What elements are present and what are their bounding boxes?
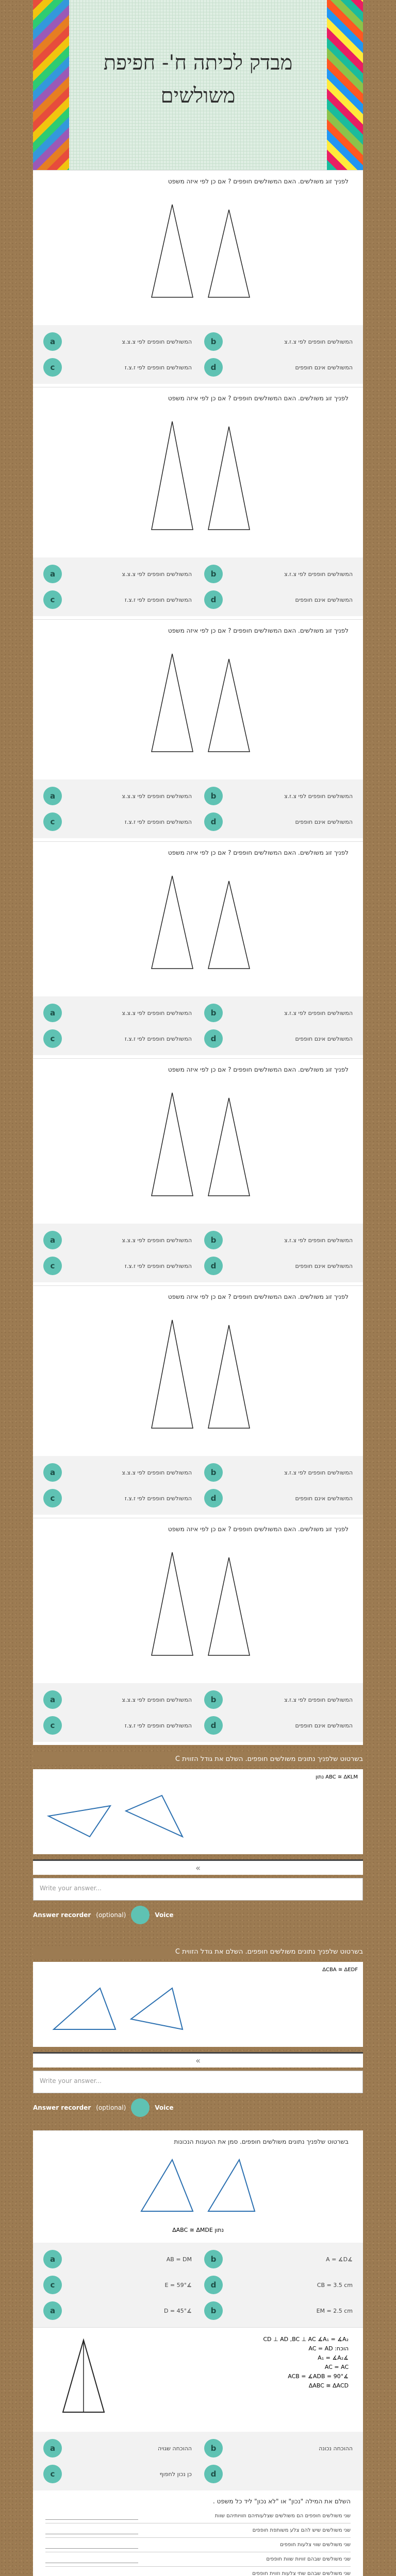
proof-line: ΔABC ≅ ΔACD (308, 2382, 349, 2389)
proof-line: AC = AC (324, 2364, 349, 2370)
answer-option[interactable] (43, 787, 192, 805)
answer-option[interactable] (43, 332, 192, 351)
answer-text: המשולשים אינם חופפים (295, 1035, 353, 1042)
answer-text: המשולשים חופפים לפי צ.ז.צ (284, 792, 353, 800)
input-divider: « (33, 1859, 363, 1875)
answers-grid (33, 1456, 363, 1515)
answer-text: ההוכחה נכונה (319, 2445, 353, 2452)
answer-badge[interactable]: c (43, 358, 62, 377)
final-list (33, 2490, 363, 2576)
answer-badge[interactable]: b (204, 2250, 223, 2268)
answer-text: המשולשים חופפים לפי צ.ז.צ (284, 1009, 353, 1016)
answers-grid (33, 996, 363, 1055)
answer-option[interactable] (204, 1463, 353, 1482)
answer-text: המשולשים אינם חופפים (295, 1262, 353, 1269)
answer-badge[interactable]: b (204, 2301, 223, 2320)
answer-option[interactable] (204, 332, 353, 351)
answer-option[interactable] (43, 358, 192, 377)
answer-text: המשולשים חופפים לפי צ.צ.צ (122, 338, 192, 345)
open-question-2 (33, 1938, 363, 2130)
question-10-text: בשרטוט שלפניך נתונים משולשים חופפים. סמן את הטענות הנכונות (174, 2138, 349, 2145)
question-text: לפניך זוג משולשים. האם המשולשים חופפים ? אם כן לפי איזה משפט (168, 1293, 349, 1300)
proof-line: ∡ACB = ∡ADB = 90° (288, 2373, 349, 2380)
open-question-1 (33, 1745, 363, 1938)
statement-row (45, 2538, 351, 2552)
answer-option[interactable] (204, 2276, 353, 2294)
answer-badge[interactable]: c (43, 1716, 62, 1735)
answer-option[interactable] (204, 1029, 353, 1048)
questions-container (33, 170, 363, 1745)
answer-option[interactable] (43, 2301, 192, 2320)
proof-line: ∡A₁ = ∡A₂ (318, 2354, 349, 2361)
answer-badge[interactable]: b (204, 565, 223, 583)
answer-text: ∡E = 59° (164, 2281, 192, 2289)
answer-text: המשולשים חופפים לפי צ.ז.צ (284, 338, 353, 345)
answer-text: המשולשים אינם חופפים (295, 1495, 353, 1502)
open-question-1-text: בשרטוט שלפניך נתונים משולשים חופפים. השלם את גודל הזווית C (33, 1753, 363, 1765)
answer-blank[interactable] (45, 2570, 138, 2576)
answer-option[interactable] (204, 565, 353, 583)
answer-badge[interactable]: c (43, 1257, 62, 1275)
given-text-2: ΔCBA ≅ ΔEDF (322, 1967, 358, 1973)
answer-badge[interactable]: c (43, 2276, 62, 2294)
answer-badge[interactable]: b (204, 1690, 223, 1709)
statement-text: שני משולשים שבהם זוויות שוות חופפים (266, 2556, 351, 2562)
answer-badge[interactable]: c (43, 2465, 62, 2483)
proof-figure (47, 2335, 120, 2422)
answer-input-1[interactable]: Write your answer... (33, 1878, 363, 1901)
question-text: לפניך זוג משולשים. האם המשולשים חופפים ? אם כן לפי איזה משפט (168, 1526, 349, 1533)
answer-badge[interactable]: c (43, 1029, 62, 1048)
answer-badge[interactable]: b (204, 332, 223, 351)
answer-option[interactable] (43, 565, 192, 583)
answer-badge[interactable]: a (43, 1463, 62, 1482)
answer-text: המשולשים חופפים לפי צ.צ.צ (122, 1469, 192, 1476)
microphone-icon-2[interactable] (131, 2098, 150, 2117)
question-10-answers (33, 2243, 363, 2327)
question-10 (33, 2130, 363, 2327)
proof-line: הוכח: AC = AD (308, 2345, 349, 2352)
answer-text: ∡A = ∡D (326, 2256, 353, 2263)
answer-option[interactable] (43, 1029, 192, 1048)
proof-answers (33, 2432, 363, 2490)
answer-badge[interactable]: c (43, 590, 62, 609)
answer-option[interactable] (204, 787, 353, 805)
answer-text: המשולשים חופפים לפי ז.צ.ז (124, 596, 192, 603)
answer-badge[interactable]: a (43, 1004, 62, 1022)
question-text: לפניך זוג משולשים. האם המשולשים חופפים ? אם כן לפי איזה משפט (168, 395, 349, 402)
final-rows (45, 2509, 351, 2576)
statement-row (45, 2567, 351, 2576)
answer-text: המשולשים חופפים לפי צ.ז.צ (284, 1696, 353, 1703)
answer-option[interactable] (204, 1716, 353, 1735)
triangles-figure (121, 860, 275, 984)
answer-text: ההוכחה שגויה (157, 2445, 192, 2452)
answer-option[interactable] (204, 358, 353, 377)
recorder-label: Answer recorder (33, 1911, 91, 1919)
answer-option[interactable] (43, 1004, 192, 1022)
answer-badge[interactable]: c (43, 1489, 62, 1507)
final-text: השלם את המילה "נכון" או "לא נכון" ליד כל משפט . (212, 2498, 351, 2505)
given-text: ABC ≅ ΔKLM נתון (315, 1774, 358, 1780)
answer-text: המשולשים חופפים לפי ז.צ.ז (124, 1495, 192, 1502)
answer-badge[interactable]: a (43, 2301, 62, 2320)
question-10-given: ΔABC ≅ ΔMDE נתון (172, 2227, 224, 2233)
question-6 (33, 1285, 363, 1518)
triangles-figure (121, 1537, 275, 1671)
statement-row (45, 2523, 351, 2538)
answer-option[interactable] (43, 1716, 192, 1735)
answer-option[interactable] (43, 812, 192, 831)
answer-text: המשולשים חופפים לפי צ.ז.צ (284, 1469, 353, 1476)
answer-badge[interactable]: a (43, 1231, 62, 1249)
answer-option[interactable] (204, 1004, 353, 1022)
answer-text: ∡D = 45° (163, 2307, 192, 2314)
question-7 (33, 1518, 363, 1745)
recorder-voice-2: Voice (155, 2104, 174, 2111)
answer-badge[interactable]: a (43, 565, 62, 583)
answer-text: המשולשים חופפים לפי צ.צ.צ (122, 1236, 192, 1244)
answer-badge[interactable]: a (43, 2439, 62, 2458)
answer-text: המשולשים חופפים לפי צ.ז.צ (284, 570, 353, 578)
answer-badge[interactable]: b (204, 2439, 223, 2458)
answer-text: המשולשים חופפים לפי צ.צ.צ (122, 570, 192, 578)
statement-row (45, 2552, 351, 2567)
answer-text: המשולשים אינם חופפים (295, 364, 353, 371)
answer-badge[interactable]: a (43, 2250, 62, 2268)
proof-lines (263, 2335, 349, 2422)
answer-badge[interactable]: b (204, 787, 223, 805)
header-banner (33, 0, 363, 170)
triangles-figure-2 (38, 1973, 193, 2040)
answer-option[interactable] (43, 590, 192, 609)
answer-recorder-2[interactable] (33, 2093, 363, 2122)
answer-blank[interactable] (45, 2513, 138, 2520)
answer-option[interactable] (204, 1257, 353, 1275)
answer-badge[interactable]: d (204, 2465, 223, 2483)
answer-badge[interactable]: d (204, 1029, 223, 1048)
input-divider-2: « (33, 2052, 363, 2067)
answer-badge[interactable]: d (204, 590, 223, 609)
answer-input-2[interactable]: Write your answer... (33, 2071, 363, 2093)
answer-badge[interactable]: b (204, 1231, 223, 1249)
statement-text: שני משולשים חופפים הם משולשים שצלעותיהם וזוויותיהם שוות (214, 2513, 351, 2519)
answers-grid (33, 779, 363, 838)
answer-badge[interactable]: d (204, 812, 223, 831)
answer-text: המשולשים חופפים לפי ז.צ.ז (124, 818, 192, 825)
answer-text: AB = DM (166, 2256, 192, 2263)
answer-badge[interactable]: a (43, 1690, 62, 1709)
answer-text: המשולשים חופפים לפי ז.צ.ז (124, 1722, 192, 1729)
answer-option[interactable] (204, 812, 353, 831)
answer-recorder-1[interactable] (33, 1901, 363, 1929)
answer-text: המשולשים אינם חופפים (295, 1722, 353, 1729)
answer-option[interactable] (204, 2465, 353, 2483)
statement-row (45, 2509, 351, 2523)
page-title: מבדק לכיתה ח'- חפיפת משולשים (103, 51, 293, 108)
answer-text: המשולשים חופפים לפי ז.צ.ז (124, 364, 192, 371)
recorder-optional: (optional) (96, 1911, 126, 1919)
recorder-optional-2: (optional) (96, 2104, 126, 2111)
answer-option[interactable] (204, 590, 353, 609)
answer-option[interactable] (43, 2276, 192, 2294)
answer-option[interactable] (204, 1489, 353, 1507)
answer-option[interactable] (204, 1690, 353, 1709)
answer-option[interactable] (43, 2250, 192, 2268)
answer-badge[interactable]: d (204, 1257, 223, 1275)
answer-text: המשולשים אינם חופפים (295, 596, 353, 603)
question-4 (33, 841, 363, 1058)
question-2 (33, 387, 363, 619)
answer-blank[interactable] (45, 2556, 138, 2563)
microphone-icon[interactable] (131, 1906, 150, 1924)
proof-line: CD ⊥ AD ,BC ⊥ AC ∡A₁ = ∡A₂ (263, 2336, 349, 2343)
answer-badge[interactable]: d (204, 2276, 223, 2294)
question-text: לפניך זוג משולשים. האם המשולשים חופפים ? אם כן לפי איזה משפט (168, 849, 349, 856)
question-text: לפניך זוג משולשים. האם המשולשים חופפים ? אם כן לפי איזה משפט (168, 627, 349, 634)
triangles-figure (121, 1304, 275, 1444)
answer-badge[interactable]: d (204, 358, 223, 377)
answer-text: המשולשים חופפים לפי צ.ז.צ (284, 1236, 353, 1244)
answer-option[interactable] (43, 1231, 192, 1249)
answer-option[interactable] (43, 1489, 192, 1507)
answer-badge[interactable]: b (204, 1004, 223, 1022)
answer-badge[interactable]: a (43, 787, 62, 805)
answer-badge[interactable]: c (43, 812, 62, 831)
answer-option[interactable] (43, 2465, 192, 2483)
answer-option[interactable] (204, 2301, 353, 2320)
answer-badge[interactable]: d (204, 1489, 223, 1507)
answer-text: המשולשים חופפים לפי צ.צ.צ (122, 1009, 192, 1016)
answer-text: CB = 3.5 cm (317, 2281, 353, 2289)
answers-grid (33, 325, 363, 384)
question-1 (33, 170, 363, 387)
recorder-label-2: Answer recorder (33, 2104, 91, 2111)
answer-option[interactable] (43, 2439, 192, 2458)
question-5 (33, 1058, 363, 1285)
answer-blank[interactable] (45, 2527, 138, 2534)
open-question-2-text: בשרטוט שלפניך נתונים משולשים חופפים. השלם את גודל הזווית C (33, 1946, 363, 1958)
answer-option[interactable] (204, 1231, 353, 1249)
proof-question (33, 2327, 363, 2490)
triangles-figure (38, 1780, 193, 1847)
answer-blank[interactable] (45, 2541, 138, 2549)
statement-text: שני משולשים שיש להם צלע משותפת חופפים (252, 2528, 351, 2533)
open-question-1-figure (33, 1769, 363, 1854)
open-question-2-figure (33, 1962, 363, 2047)
statement-text: שני משולשים שווי צלעות חופפים (280, 2542, 351, 2548)
answer-text: המשולשים חופפים לפי צ.צ.צ (122, 1696, 192, 1703)
answers-grid (33, 557, 363, 616)
answer-badge[interactable]: d (204, 1716, 223, 1735)
answer-option[interactable] (43, 1690, 192, 1709)
triangles-figure (121, 406, 275, 545)
question-text: לפניך זוג משולשים. האם המשולשים חופפים ? אם כן לפי איזה משפט (168, 178, 349, 185)
answer-text: המשולשים חופפים לפי ז.צ.ז (124, 1262, 192, 1269)
triangles-figure (121, 1077, 275, 1211)
answers-grid (33, 1683, 363, 1742)
question-10-figure (131, 2149, 265, 2227)
question-text: לפניך זוג משולשים. האם המשולשים חופפים ? אם כן לפי איזה משפט (168, 1066, 349, 1073)
answer-text: כן נכון לחפוף (159, 2470, 192, 2478)
answer-text: המשולשים אינם חופפים (295, 818, 353, 825)
answer-option[interactable] (204, 2439, 353, 2458)
answer-option[interactable] (43, 1463, 192, 1482)
answer-badge[interactable]: b (204, 1463, 223, 1482)
answer-option[interactable] (204, 2250, 353, 2268)
question-3 (33, 619, 363, 841)
answers-grid (33, 1224, 363, 1282)
answer-badge[interactable]: a (43, 332, 62, 351)
answer-option[interactable] (43, 1257, 192, 1275)
triangles-figure (121, 189, 275, 313)
triangles-figure (121, 638, 275, 767)
statement-text: שני משולשים שבהם שתי צלעות וזווית חופפים (252, 2571, 351, 2576)
recorder-voice: Voice (155, 1911, 174, 1919)
answer-text: המשולשים חופפים לפי ז.צ.ז (124, 1035, 192, 1042)
answer-text: EM = 2.5 cm (316, 2307, 353, 2314)
answer-text: המשולשים חופפים לפי צ.צ.צ (122, 792, 192, 800)
